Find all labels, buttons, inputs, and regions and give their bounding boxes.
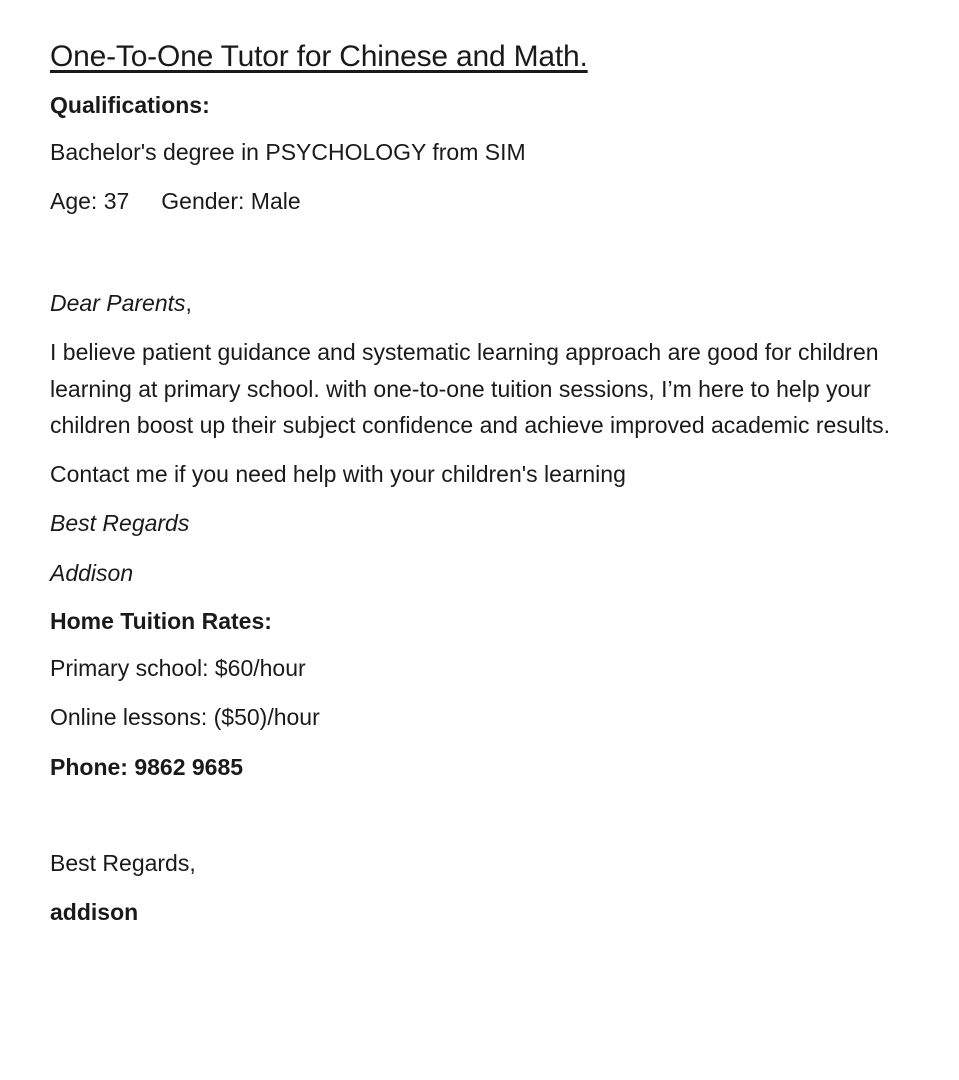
age-label: Age: 37 (50, 188, 130, 215)
gender-label: Gender: Male (161, 188, 301, 215)
phone-line: Phone: 9862 9685 (50, 754, 244, 781)
salutation-text: Dear Parents (50, 289, 186, 316)
closing-signoff: Best Regards, (50, 849, 196, 876)
body-paragraph: I believe patient guidance and systematic learning approach are good for children learning at primary school. with one-to-one tuition sessions, I’m here to help your children boost up their subject confidence and achieve improved academic results. (50, 339, 890, 438)
signoff-line: Best Regards (50, 510, 190, 537)
degree-line: Bachelor's degree in PSYCHOLOGY from SIM (50, 138, 526, 165)
section-spacer-top (50, 234, 909, 286)
salutation-line (50, 286, 909, 322)
qualifications-heading: Qualifications: (50, 91, 210, 118)
signature-name: Addison (50, 560, 134, 587)
rate-online-lessons: Online lessons: ($50)/hour (50, 704, 320, 731)
section-spacer-bottom (50, 800, 909, 846)
page-title: One-To-One Tutor for Chinese and Math. (50, 40, 588, 73)
rates-heading: Home Tuition Rates: (50, 607, 272, 634)
salutation-punctuation: , (185, 289, 192, 316)
age-gender-line (50, 184, 909, 220)
contact-line: Contact me if you need help with your children's learning (50, 460, 626, 487)
closing-name: addison (50, 899, 139, 926)
rate-primary-school: Primary school: $60/hour (50, 654, 306, 681)
